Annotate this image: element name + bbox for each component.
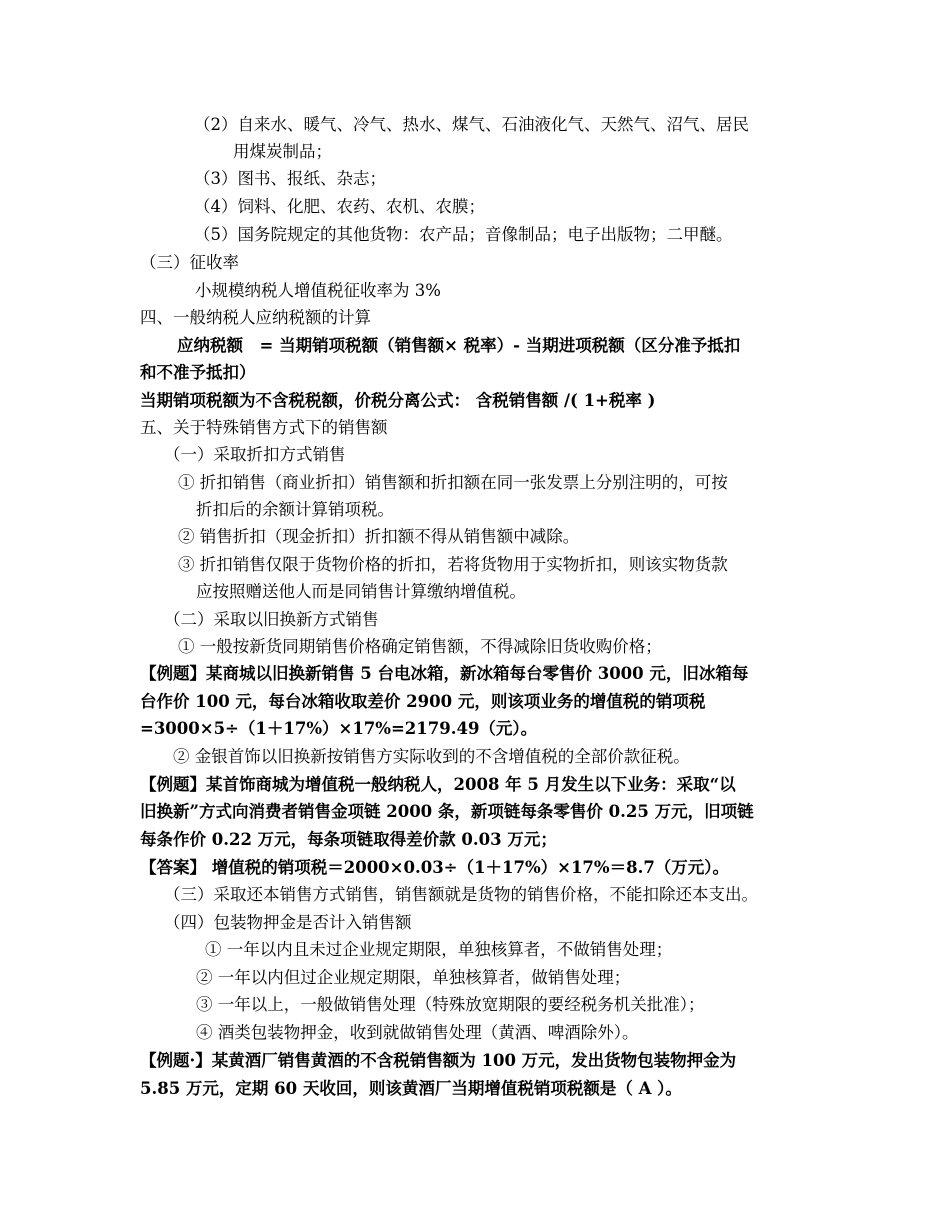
text-line: （5）国务院规定的其他货物：农产品；音像制品；电子出版物；二甲醚。 [194,225,733,244]
text-line: ① 一年以内且未过企业规定期限，单独核算者，不做销售处理； [205,940,673,959]
formula-line: 应纳税额 = 当期销项税额（销售额× 税率）- 当期进项税额（区分准予抵扣 [177,336,741,355]
formula-line: 和不准予抵扣） [140,363,256,382]
text-line: （2）自来水、暖气、冷气、热水、煤气、石油液化气、天然气、沼气、居民 [194,115,749,134]
text-line: ③ 折扣销售仅限于货物价格的折扣，若将货物用于实物折扣，则该实物货款 [178,555,728,574]
example-line: 5.85 万元，定期 60 天收回，则该黄酒厂当期增值税销项税额是（ A ）。 [140,1079,682,1098]
text-line: ③ 一年以上，一般做销售处理（特殊放宽期限的要经税务机关批准）； [196,995,705,1014]
subsection-heading: （四）包装物押金是否计入销售额 [164,913,412,932]
section-heading: 四、一般纳税人应纳税额的计算 [140,308,371,327]
subsection-heading: （二）采取以旧换新方式销售 [164,610,379,629]
answer-line: 【答案】 增值税的销项税＝2000×0.03÷（1＋17%）×17%＝8.7（万元）。 [140,858,730,877]
example-line: 【例题】某商城以旧换新销售 5 台电冰箱，新冰箱每台零售价 3000 元，旧冰箱每 [140,664,749,683]
example-line: 每条作价 0.22 万元，每条项链取得差价款 0.03 万元； [140,830,557,849]
text-line: （4）饲料、化肥、农药、农机、农膜； [194,197,485,216]
formula-line: 当期销项税额为不含税税额，价税分离公式： 含税销售额 /( 1+税率 ) [140,391,656,410]
subsection-heading: （三）采取还本销售方式销售，销售额就是货物的销售价格，不能扣除还本支出。 [164,885,758,904]
text-line: 应按照赠送他人而是同销售计算缴纳增值税。 [196,582,526,601]
text-line: ② 一年以内但过企业规定期限，单独核算者，做销售处理； [196,968,631,987]
text-line: ① 一般按新货同期销售价格确定销售额，不得减除旧货收购价格； [178,637,662,656]
example-line: 台作价 100 元，每台冰箱收取差价 2900 元，则该项业务的增值税的销项税 [140,692,706,711]
example-line: =3000×5÷（1＋17%）×17%=2179.49（元）。 [140,719,538,738]
section-heading: 五、关于特殊销售方式下的销售额 [140,418,388,437]
section-heading: （三）征收率 [140,253,239,272]
text-line: ① 折扣销售（商业折扣）销售额和折扣额在同一张发票上分别注明的，可按 [178,473,728,492]
text-line: （3）图书、报纸、杂志； [194,169,386,188]
text-line: ④ 酒类包装物押金，收到就做销售处理（黄酒、啤酒除外）。 [196,1023,639,1042]
text-line: 小规模纳税人增值税征收率为 3% [195,281,441,300]
example-line: 【例题·】某黄酒厂销售黄酒的不含税销售额为 100 万元，发出货物包装物押金为 [140,1051,737,1070]
text-line: ② 金银首饰以旧换新按销售方实际收到的不含增值税的全部价款征税。 [173,747,690,766]
example-line: 旧换新”方式向消费者销售金项链 2000 条，新项链每条零售价 0.25 万元，旧项链 [140,802,754,821]
example-line: 【例题】某首饰商城为增值税一般纳税人，2008 年 5 月发生以下业务：采取“以 [140,775,736,794]
text-line: 用煤炭制品； [233,142,332,161]
text-line: 折扣后的余额计算销项税。 [196,500,394,519]
subsection-heading: （一）采取折扣方式销售 [164,445,346,464]
text-line: ② 销售折扣（现金折扣）折扣额不得从销售额中减除。 [178,527,580,546]
